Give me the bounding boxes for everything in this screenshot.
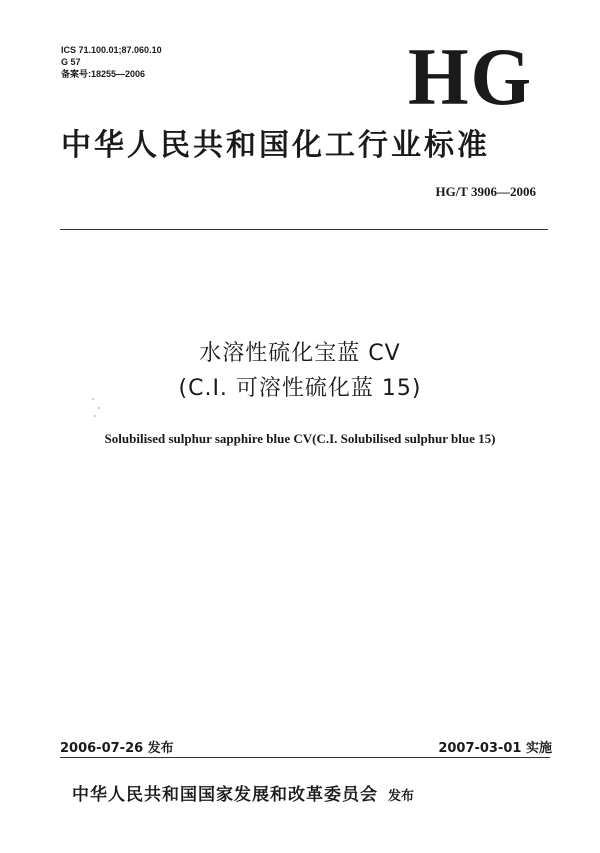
- filing-number: 备案号:18255—2006: [61, 69, 146, 79]
- scan-speck: [98, 407, 100, 409]
- title-chinese-line2: (C.I. 可溶性硫化蓝 15): [178, 376, 422, 401]
- standard-title: 中华人民共和国化工行业标准: [61, 128, 490, 163]
- issuer-suffix: 发布: [388, 789, 415, 804]
- issue-date: 2006-07-26 发布: [60, 741, 174, 756]
- issuer-line: [72, 780, 414, 805]
- issuer-name: 中华人民共和国国家发展和改革委员会: [72, 785, 378, 805]
- title-english: Solubilised sulphur sapphire blue CV(C.I. Solubilised sulphur blue 15): [104, 431, 496, 446]
- classification-code: G 57: [61, 57, 81, 67]
- scan-speck: [94, 415, 96, 417]
- standard-number: HG/T 3906—2006: [435, 184, 536, 199]
- ics-code: ICS 71.100.01;87.060.10: [61, 45, 162, 55]
- title-chinese-line1: 水溶性硫化宝蓝 CV: [199, 341, 401, 366]
- implementation-date: 2007-03-01 实施: [438, 741, 552, 756]
- top-divider: [60, 229, 548, 230]
- bottom-divider: [60, 757, 550, 758]
- hg-logo: HG: [408, 31, 533, 122]
